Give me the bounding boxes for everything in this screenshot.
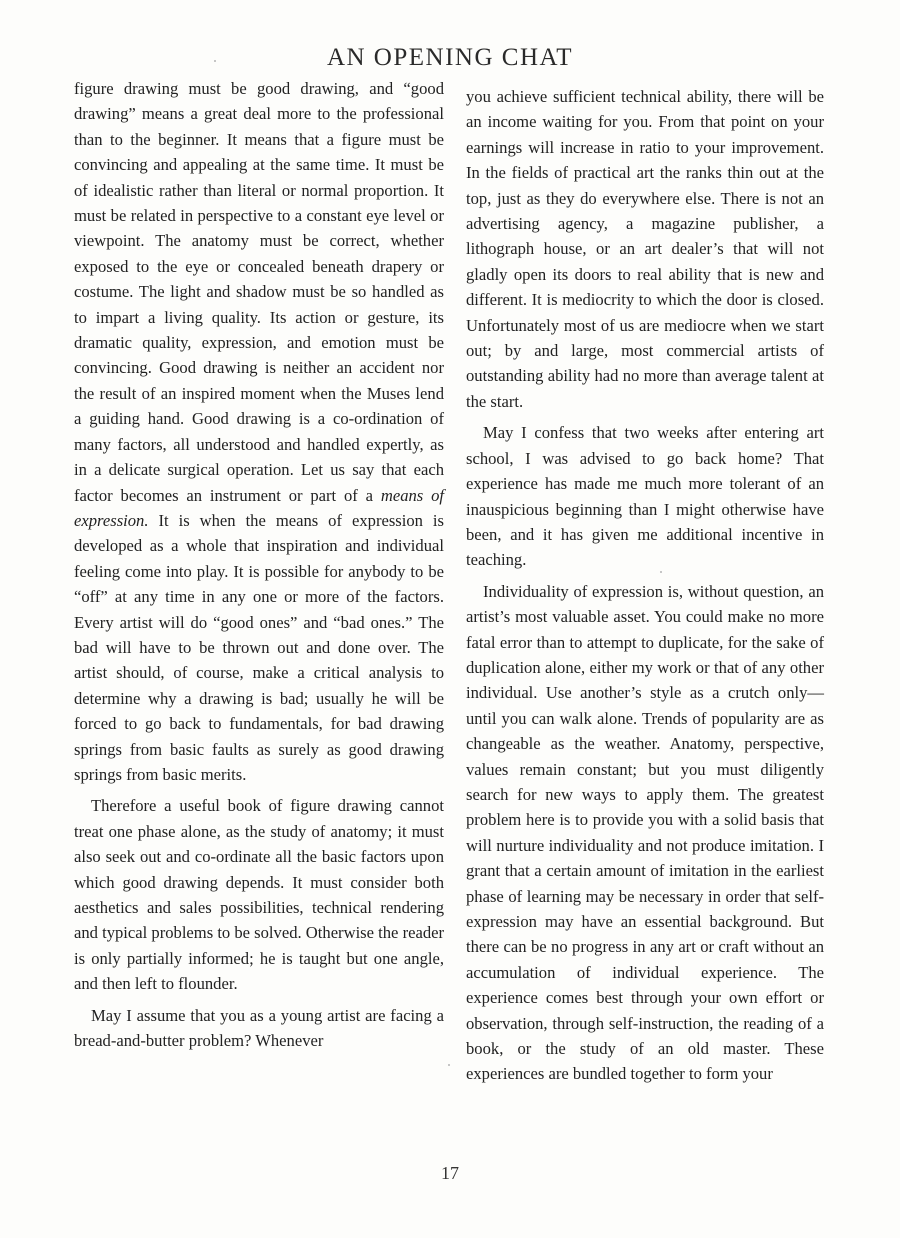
emphasis-means-of-expression: means of expression. <box>74 485 444 530</box>
left-paragraph-1 <box>74 76 444 787</box>
scan-speck <box>660 571 662 573</box>
left-column <box>74 76 444 1059</box>
right-column <box>466 84 824 1093</box>
right-paragraph-1: you achieve sufficient technical ability, there will be an income waiting for you. From that point on your earnings will increase in ratio to your improvement. In the fields of practical art the ranks thin out at the top, just as they do everywhere else. There is not an advertising agency, a magazine publisher, a lithograph house, or an art dealer’s that will not gladly open its doors to real ability that is new and different. It is mediocrity to which the door is closed. Unfortunately most of us are mediocre when we start out; by and large, most commercial artists of outstanding ability had no more than average talent at the start. <box>466 87 824 411</box>
left-p1-text-before: figure drawing must be good drawing, and “good drawing” means a great deal more to the professional than to the beginner. It means that a figure must be convincing and appealing at the same time. It must be of idealistic rather than literal or normal proportion. It must be related in perspective to a constant eye level or viewpoint. The anatomy must be correct, whether exposed to the eye or concealed beneath drapery or costume. The light and shadow must be so handled as to impart a living quality. Its action or gesture, its dramatic quality, expression, and emotion must be convincing. Good drawing is neither an accident nor the result of an inspired moment when the Muses lend a guiding hand. Good drawing is a co-ordination of many factors, all understood and handled expertly, as in a delicate surgical operation. Let us say that each factor becomes an instrument or part of a <box>74 79 444 505</box>
scan-speck <box>214 60 216 62</box>
left-paragraph-2: Therefore a useful book of figure drawing cannot treat one phase alone, as the study of anatomy; it must also seek out and co-ordinate all the basic factors upon which good drawing depends. It must consider both aesthetics and sales possibilities, technical rendering and typical problems to be solved. Otherwise the reader is only partially informed; he is taught but one angle, and then left to flounder. <box>74 796 445 994</box>
left-paragraph-3: May I assume that you as a young artist are facing a bread-and-butter problem? Whenever <box>74 1005 444 1051</box>
left-p1-text-after: It is when the means of expression is developed as a whole that inspiration and individual feeling come into play. It is possible for anybody to be “off” at any time in any one or more of the factors. Every artist will do “good ones” and “bad ones.” The bad will have to be thrown out and done over. The artist should, of course, make a critical analysis to determine why a drawing is bad; usually he will be forced to go back to fundamentals, for bad drawing springs from basic faults as surely as good drawing springs from basic merits. <box>74 510 444 784</box>
running-head: AN OPENING CHAT <box>326 44 574 71</box>
right-paragraph-2: May I confess that two weeks after entering art school, I was advised to go back home? That experience has made me much more tolerant of an inauspicious beginning than I might otherwise have been, and it has given me additional incentive in teaching. <box>466 423 824 570</box>
right-paragraph-3: Individuality of expression is, without question, an artist’s most valuable asset. You could make no more fatal error than to attempt to duplicate, for the sake of duplication alone, either my work or that of any other individual. Use another’s style as a crutch only—until you can walk alone. Trends of popularity are as changeable as the weather. Anatomy, perspective, values remain constant; but you must diligently search for new ways to apply them. The greatest problem here is to provide you with a solid basis that will nurture individuality and not produce imitation. I grant that a certain amount of imitation in the earliest phase of learning may be necessary in order that self-expression may have an essential background. But there can be no progress in any art or craft without an accumulation of individual experience. The experience comes best through your own effort or observation, through self-instruction, the reading of a book, or the study of an old master. These experiences are bundled together to form your <box>466 581 824 1084</box>
page-number: 17 <box>441 1163 459 1183</box>
scan-speck <box>448 1064 450 1066</box>
